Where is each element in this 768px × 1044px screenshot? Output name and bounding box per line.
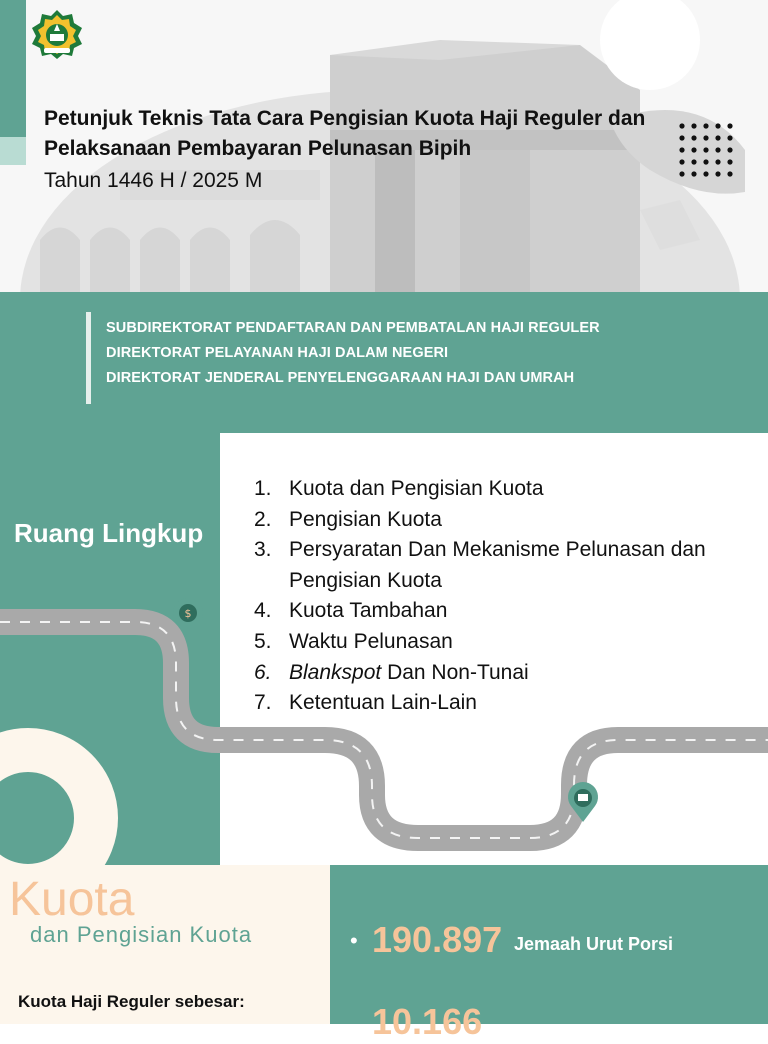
document-year: Tahun 1446 H / 2025 M bbox=[44, 169, 263, 192]
svg-text:$: $ bbox=[184, 607, 192, 620]
kuota-subheading: dan Pengisian Kuota bbox=[30, 922, 253, 947]
list-item: 4. Kuota Tambahan bbox=[254, 599, 448, 623]
agency-line: SUBDIREKTORAT PENDAFTARAN DAN PEMBATALAN HAJI REGULER bbox=[106, 320, 600, 336]
list-item: 1. Kuota dan Pengisian Kuota bbox=[254, 477, 544, 500]
stat-value: 10.166 bbox=[372, 1001, 483, 1042]
ministry-emblem-icon bbox=[30, 8, 84, 60]
kuota-heading: Kuota bbox=[9, 873, 135, 926]
list-item: 6. Blankspot Dan Non-Tunai bbox=[254, 660, 529, 684]
agency-divider bbox=[86, 312, 91, 404]
document-title: Petunjuk Teknis Tata Cara Pengisian Kuota Haji Reguler dan Pelaksanaan Pembayaran Pelunasan Bipih bbox=[44, 107, 646, 160]
list-item: 5. Waktu Pelunasan bbox=[254, 629, 453, 653]
stat-label: Jemaah Urut Porsi bbox=[514, 934, 674, 954]
bullet-icon: • bbox=[350, 928, 358, 953]
kuota-label: Kuota Haji Reguler sebesar: bbox=[18, 992, 245, 1011]
scope-heading: Ruang Lingkup bbox=[14, 518, 204, 548]
header bbox=[0, 0, 768, 292]
agency-band bbox=[0, 292, 768, 433]
list-item: 2. Pengisian Kuota bbox=[254, 507, 442, 531]
agency-line: DIREKTORAT PELAYANAN HAJI DALAM NEGERI bbox=[106, 345, 449, 361]
agency-line: DIREKTORAT JENDERAL PENYELENGGARAAN HAJI DAN UMRAH bbox=[106, 370, 575, 386]
scope-list bbox=[254, 474, 754, 719]
list-item: 3. Persyaratan Dan Mekanisme Pelunasan dan Pengisian Kuota bbox=[254, 538, 706, 592]
stat-value: 190.897 bbox=[372, 919, 503, 960]
accent-bar bbox=[0, 0, 26, 137]
dot-grid-decoration bbox=[676, 120, 740, 180]
accent-bar-light bbox=[0, 137, 26, 165]
list-item: 7. Ketentuan Lain-Lain bbox=[254, 691, 477, 715]
